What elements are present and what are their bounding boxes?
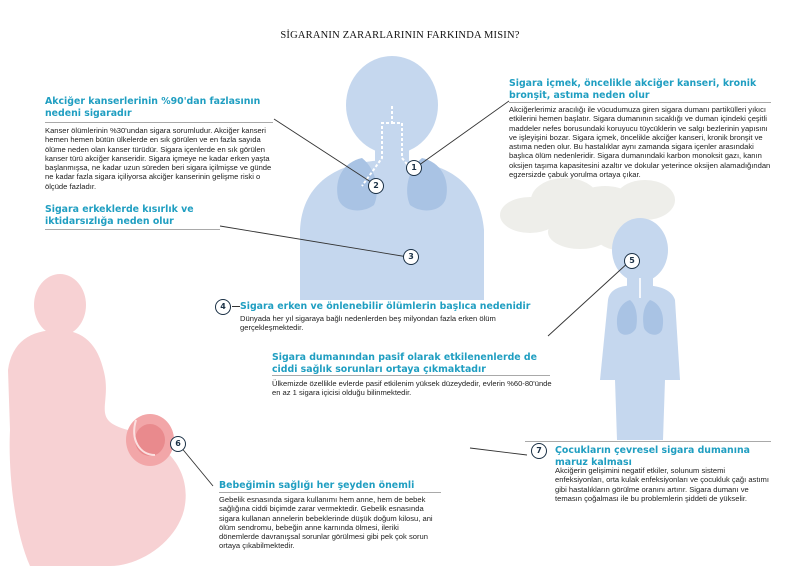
marker-5: 5 [624,253,640,269]
section-heading: Bebeğimin sağlığı her şeyden önemli [219,480,415,491]
section-divider [45,229,220,230]
marker-2: 2 [368,178,384,194]
marker-3: 3 [403,249,419,265]
section-body: Akciğerlerimiz aracılığı ile vücudumuza giren sigara dumanı partikülleri yıkıcı etkilerini hemen başlatır. Sigara dumanının sıcaklığı ve duman içindeki çeşitli maddeler nefes borusundaki koruyucu tüycüklerin ve salgı bezlerinin yapısını ve işleyişini bozar. Sigara içmek, öncelikle akciğer kanseri, kronik bronşit ve astıma neden olur. Bu hastalıklar aynı zamanda sigara içenler arasındaki başlıca ölüm nedenleridir. Sigara dumanındaki karbon monoksit gazı, kanın oksijen taşıma kapasitesini azaltır ve dokular yeterince oksijen alamadığından egzersizde çabuk yorulma ortaya çıkar. [509,105,771,180]
marker-4: 4 [215,299,231,315]
section-body: Akciğerin gelişimini negatif etkiler, solunum sistemi enfeksiyonları, orta kulak enfeksiyonları ve çocukluk çağı astımı gibi hastalıkların görülme oranını artırır. Sigara dumanı ve temasın çoğalması ile bu problemlerin şiddeti de yükselir. [555,466,769,503]
section-body: Kanser ölümlerinin %30'undan sigara sorumludur. Akciğer kanseri hemen hemen bütün ülkelerde en sık görülen ve en fazla sayıda ölüme neden olan kanser türüdür. Sigara içenlerde en sık görülen kanser türü akciğer kanseridir. Sigara içmeye ne kadar erken yaşta başlanmışsa, ne kadar uzun süreden beri sigara içilmişse ve günde ne kadar fazla sigara içiliyorsa akciğer kanserinin gelişme riski o ölçüde fazladır. [45,126,272,191]
uterus-baby [126,414,174,466]
section-divider [219,492,441,493]
section-connector [232,306,240,307]
section-divider [525,441,771,442]
section-divider [272,375,550,376]
adult-silhouette [300,56,484,300]
marker-6: 6 [170,436,186,452]
section-heading: Çocukların çevresel sigara dumanına maruz kalması [555,445,750,468]
marker-7: 7 [531,443,547,459]
section-body: Ülkemizde özellikle evlerde pasif etkilenim yüksek düzeydedir, evlerin %60-80'ünde en az 1 sigara içicisi olduğu bilinmektedir. [272,379,552,398]
page-title: SİGARANIN ZARARLARININ FARKINDA MISIN? [280,30,520,41]
section-heading: Sigara erken ve önlenebilir ölümlerin başlıca nedenidir [240,301,531,312]
section-heading: Sigara erkeklerde kısırlık ve iktidarsızlığa neden olur [45,204,194,227]
section-body: Dünyada her yıl sigaraya bağlı nedenlerden beş milyondan fazla erken ölüm gerçekleşmektedir. [240,314,496,333]
section-divider [45,122,273,123]
section-heading: Sigara dumanından pasif olarak etkilenenlerde de ciddi sağlık sorunları ortaya çıkmaktadır [272,352,537,375]
section-heading: Sigara içmek, öncelikle akciğer kanseri, kronik bronşit, astıma neden olur [509,78,757,101]
section-divider [509,102,771,103]
marker-1: 1 [406,160,422,176]
child-silhouette [600,218,680,440]
section-heading: Akciğer kanserlerinin %90'dan fazlasının nedeni sigaradır [45,96,261,119]
section-body: Gebelik esnasında sigara kullanımı hem anne, hem de bebek sağlığına ciddi biçimde zarar vermektedir. Gebelik esnasında sigara kullanan annelerin bebeklerinde düşük doğum kilosu, ani ölüm sendromu, bebeğin anne karnında ölmesi, ileriki dönemlerde davranışsal sorunlar görülmesi gibi pek çok sorun ortaya çıkabilmektedir. [219,495,433,551]
